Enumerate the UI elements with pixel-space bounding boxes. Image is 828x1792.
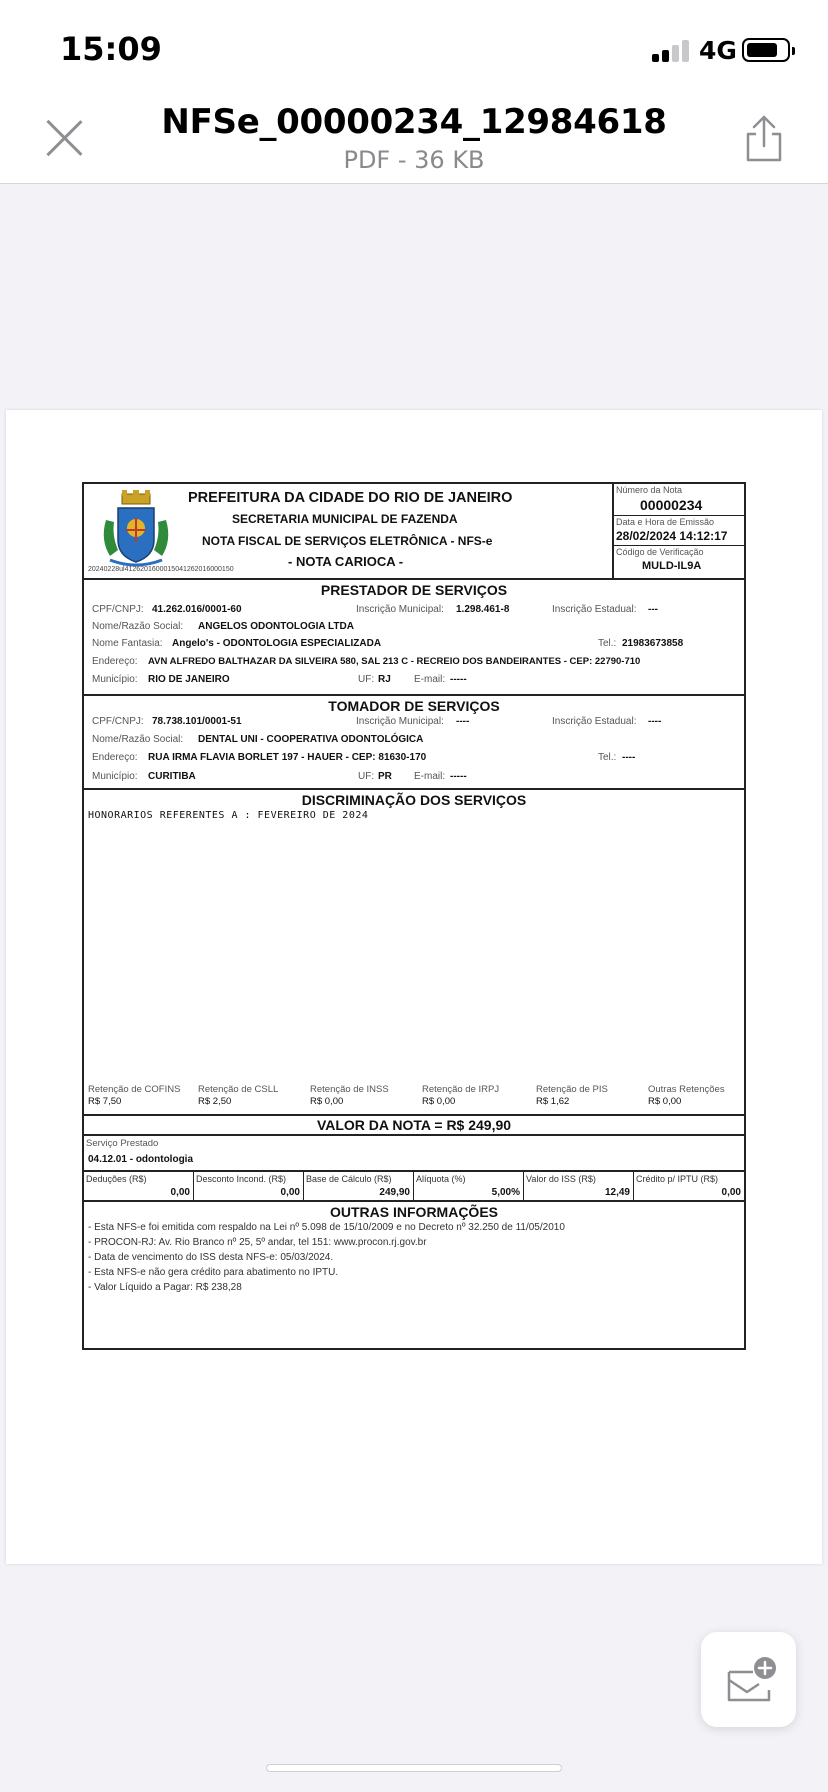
tax-cell: [414, 1172, 524, 1200]
tax-grid: [84, 1172, 744, 1202]
tax-value: 0,00: [280, 1187, 300, 1198]
barcode-text: 20240228ul4126201600015041262016000150: [88, 566, 234, 573]
services-description: HONORARIOS REFERENTES A : FEVEREIRO DE 2024: [88, 810, 369, 821]
provider-trade-label: Nome Fantasia:: [92, 638, 163, 649]
taker-ie: ----: [648, 716, 662, 727]
provider-city: RIO DE JANEIRO: [148, 674, 230, 685]
provider-email: -----: [450, 674, 467, 685]
taker-name: DENTAL UNI - COOPERATIVA ODONTOLÓGICA: [198, 734, 424, 745]
verification-label: Código de Verificação: [616, 547, 704, 557]
service-provided-value: 04.12.01 - odontologia: [88, 1154, 194, 1165]
tax-label: Crédito p/ IPTU (R$): [636, 1174, 719, 1184]
provider-address-label: Endereço:: [92, 656, 138, 667]
service-provided-label: Serviço Prestado: [86, 1138, 159, 1149]
other-info-line: - Esta NFS-e não gera crédito para abatimento no IPTU.: [88, 1267, 339, 1278]
retention-label: Retenção de COFINS: [88, 1084, 181, 1095]
top-bar: [0, 0, 828, 184]
document-name: - NOTA CARIOCA -: [288, 554, 404, 569]
tax-cell: [524, 1172, 634, 1200]
provider-tel: 21983673858: [622, 638, 684, 649]
provider-trade-name: Angelo's - ODONTOLOGIA ESPECIALIZADA: [172, 638, 382, 649]
taker-section: [84, 696, 744, 790]
provider-cnpj-label: CPF/CNPJ:: [92, 604, 144, 615]
taker-uf: PR: [378, 771, 392, 782]
document-title: NFSe_00000234_12984618: [161, 102, 667, 142]
retention-label: Retenção de CSLL: [198, 1084, 279, 1095]
tax-label: Deduções (R$): [86, 1174, 147, 1184]
city-coat-of-arms-icon: [96, 490, 176, 570]
provider-section: [84, 580, 744, 696]
taker-address: RUA IRMA FLAVIA BORLET 197 - HAUER - CEP: 81630-170: [148, 752, 427, 763]
provider-cnpj: 41.262.016/0001-60: [152, 604, 242, 615]
taker-im-label: Inscrição Municipal:: [356, 716, 444, 727]
provider-city-label: Município:: [92, 674, 138, 685]
share-icon: [742, 114, 786, 164]
retention-label: Retenção de PIS: [536, 1084, 608, 1095]
home-indicator[interactable]: [266, 1764, 562, 1772]
document-subtitle: PDF - 36 KB: [343, 146, 485, 174]
service-provided-section: [84, 1136, 744, 1172]
issuer-secretariat: SECRETARIA MUNICIPAL DE FAZENDA: [232, 512, 458, 526]
other-info-line: - PROCON-RJ: Av. Rio Branco nº 25, 5º andar, tel 151: www.procon.rj.gov.br: [88, 1237, 427, 1248]
other-info-line: - Esta NFS-e foi emitida com respaldo na Lei nº 5.098 de 15/10/2009 e no Decreto nº 32.250 de 11/05/2010: [88, 1222, 565, 1233]
network-type: 4G: [699, 36, 737, 65]
tax-label: Valor do ISS (R$): [526, 1174, 596, 1184]
invoice-id-box: [612, 484, 744, 578]
taker-cnpj-label: CPF/CNPJ:: [92, 716, 144, 727]
taker-ie-label: Inscrição Estadual:: [552, 716, 637, 727]
provider-title: PRESTADOR DE SERVIÇOS: [320, 582, 508, 598]
taker-city: CURITIBA: [148, 771, 196, 782]
other-info-line: - Data de vencimento do ISS desta NFS-e: 05/03/2024.: [88, 1252, 334, 1263]
markup-button[interactable]: [701, 1632, 796, 1727]
taker-email: -----: [450, 771, 467, 782]
retention-value: R$ 2,50: [198, 1096, 232, 1107]
taker-cnpj: 78.738.101/0001-51: [152, 716, 242, 727]
other-info-title: OUTRAS INFORMAÇÕES: [330, 1204, 498, 1220]
tax-label: Alíquota (%): [416, 1174, 466, 1184]
invoice-number: 00000234: [640, 497, 703, 513]
other-info-line: - Valor Líquido a Pagar: R$ 238,28: [88, 1282, 242, 1293]
tax-label: Desconto Incond. (R$): [196, 1174, 287, 1184]
tax-cell: [194, 1172, 304, 1200]
provider-tel-label: Tel.:: [598, 638, 617, 649]
tax-cell: [304, 1172, 414, 1200]
tax-cell: [634, 1172, 744, 1200]
taker-city-label: Município:: [92, 771, 138, 782]
provider-name: ANGELOS ODONTOLOGIA LTDA: [198, 621, 354, 632]
battery-icon: [742, 38, 790, 62]
other-info-section: [84, 1202, 744, 1348]
issue-datetime: 28/02/2024 14:12:17: [616, 529, 728, 543]
taker-uf-label: UF:: [358, 771, 375, 782]
taker-name-label: Nome/Razão Social:: [92, 734, 184, 745]
tax-label: Base de Cálculo (R$): [306, 1174, 392, 1184]
tax-cell: [84, 1172, 194, 1200]
retention-label: Retenção de IRPJ: [422, 1084, 500, 1095]
status-time: 15:09: [60, 30, 162, 68]
retention-value: R$ 0,00: [648, 1096, 682, 1107]
services-title: DISCRIMINAÇÃO DOS SERVIÇOS: [301, 792, 527, 808]
taker-tel-label: Tel.:: [598, 752, 617, 763]
provider-im: 1.298.461-8: [456, 604, 510, 615]
services-section: [84, 790, 744, 1116]
total-section: [84, 1116, 744, 1136]
nfse-document: [82, 482, 746, 1350]
pdf-page[interactable]: [6, 410, 822, 1564]
taker-im: ----: [456, 716, 470, 727]
tax-value: 0,00: [721, 1187, 741, 1198]
retention-value: R$ 1,62: [536, 1096, 570, 1107]
cellular-signal-icon: [652, 40, 690, 62]
document-type: NOTA FISCAL DE SERVIÇOS ELETRÔNICA - NFS-e: [202, 534, 493, 548]
provider-address: AVN ALFREDO BALTHAZAR DA SILVEIRA 580, SAL 213 C - RECREIO DOS BANDEIRANTES - CEP: 22790-710: [148, 656, 641, 667]
retention-label: Outras Retenções: [648, 1084, 725, 1095]
issuer-city: PREFEITURA DA CIDADE DO RIO DE JANEIRO: [188, 490, 513, 506]
taker-email-label: E-mail:: [414, 771, 446, 782]
retention-label: Retenção de INSS: [310, 1084, 389, 1095]
tax-value: 5,00%: [491, 1187, 520, 1198]
issue-date-label: Data e Hora de Emissão: [616, 517, 715, 527]
invoice-number-label: Número da Nota: [616, 485, 683, 495]
share-button[interactable]: [742, 114, 786, 164]
taker-tel: ----: [622, 752, 636, 763]
taker-address-label: Endereço:: [92, 752, 138, 763]
provider-name-label: Nome/Razão Social:: [92, 621, 184, 632]
mail-add-icon: [701, 1632, 796, 1727]
retention-value: R$ 7,50: [88, 1096, 122, 1107]
tax-value: 0,00: [170, 1187, 190, 1198]
invoice-header: [84, 484, 744, 580]
taker-title: TOMADOR DE SERVIÇOS: [328, 698, 500, 714]
provider-email-label: E-mail:: [414, 674, 446, 685]
retention-value: R$ 0,00: [422, 1096, 456, 1107]
provider-ie-label: Inscrição Estadual:: [552, 604, 637, 615]
retention-value: R$ 0,00: [310, 1096, 344, 1107]
invoice-total: VALOR DA NOTA = R$ 249,90: [316, 1117, 512, 1133]
tax-value: 12,49: [604, 1187, 630, 1198]
provider-ie: ---: [648, 604, 658, 615]
tax-value: 249,90: [379, 1187, 410, 1198]
provider-uf-label: UF:: [358, 674, 375, 685]
verification-code: MULD-IL9A: [642, 560, 702, 572]
provider-uf: RJ: [378, 674, 391, 685]
provider-im-label: Inscrição Municipal:: [356, 604, 444, 615]
